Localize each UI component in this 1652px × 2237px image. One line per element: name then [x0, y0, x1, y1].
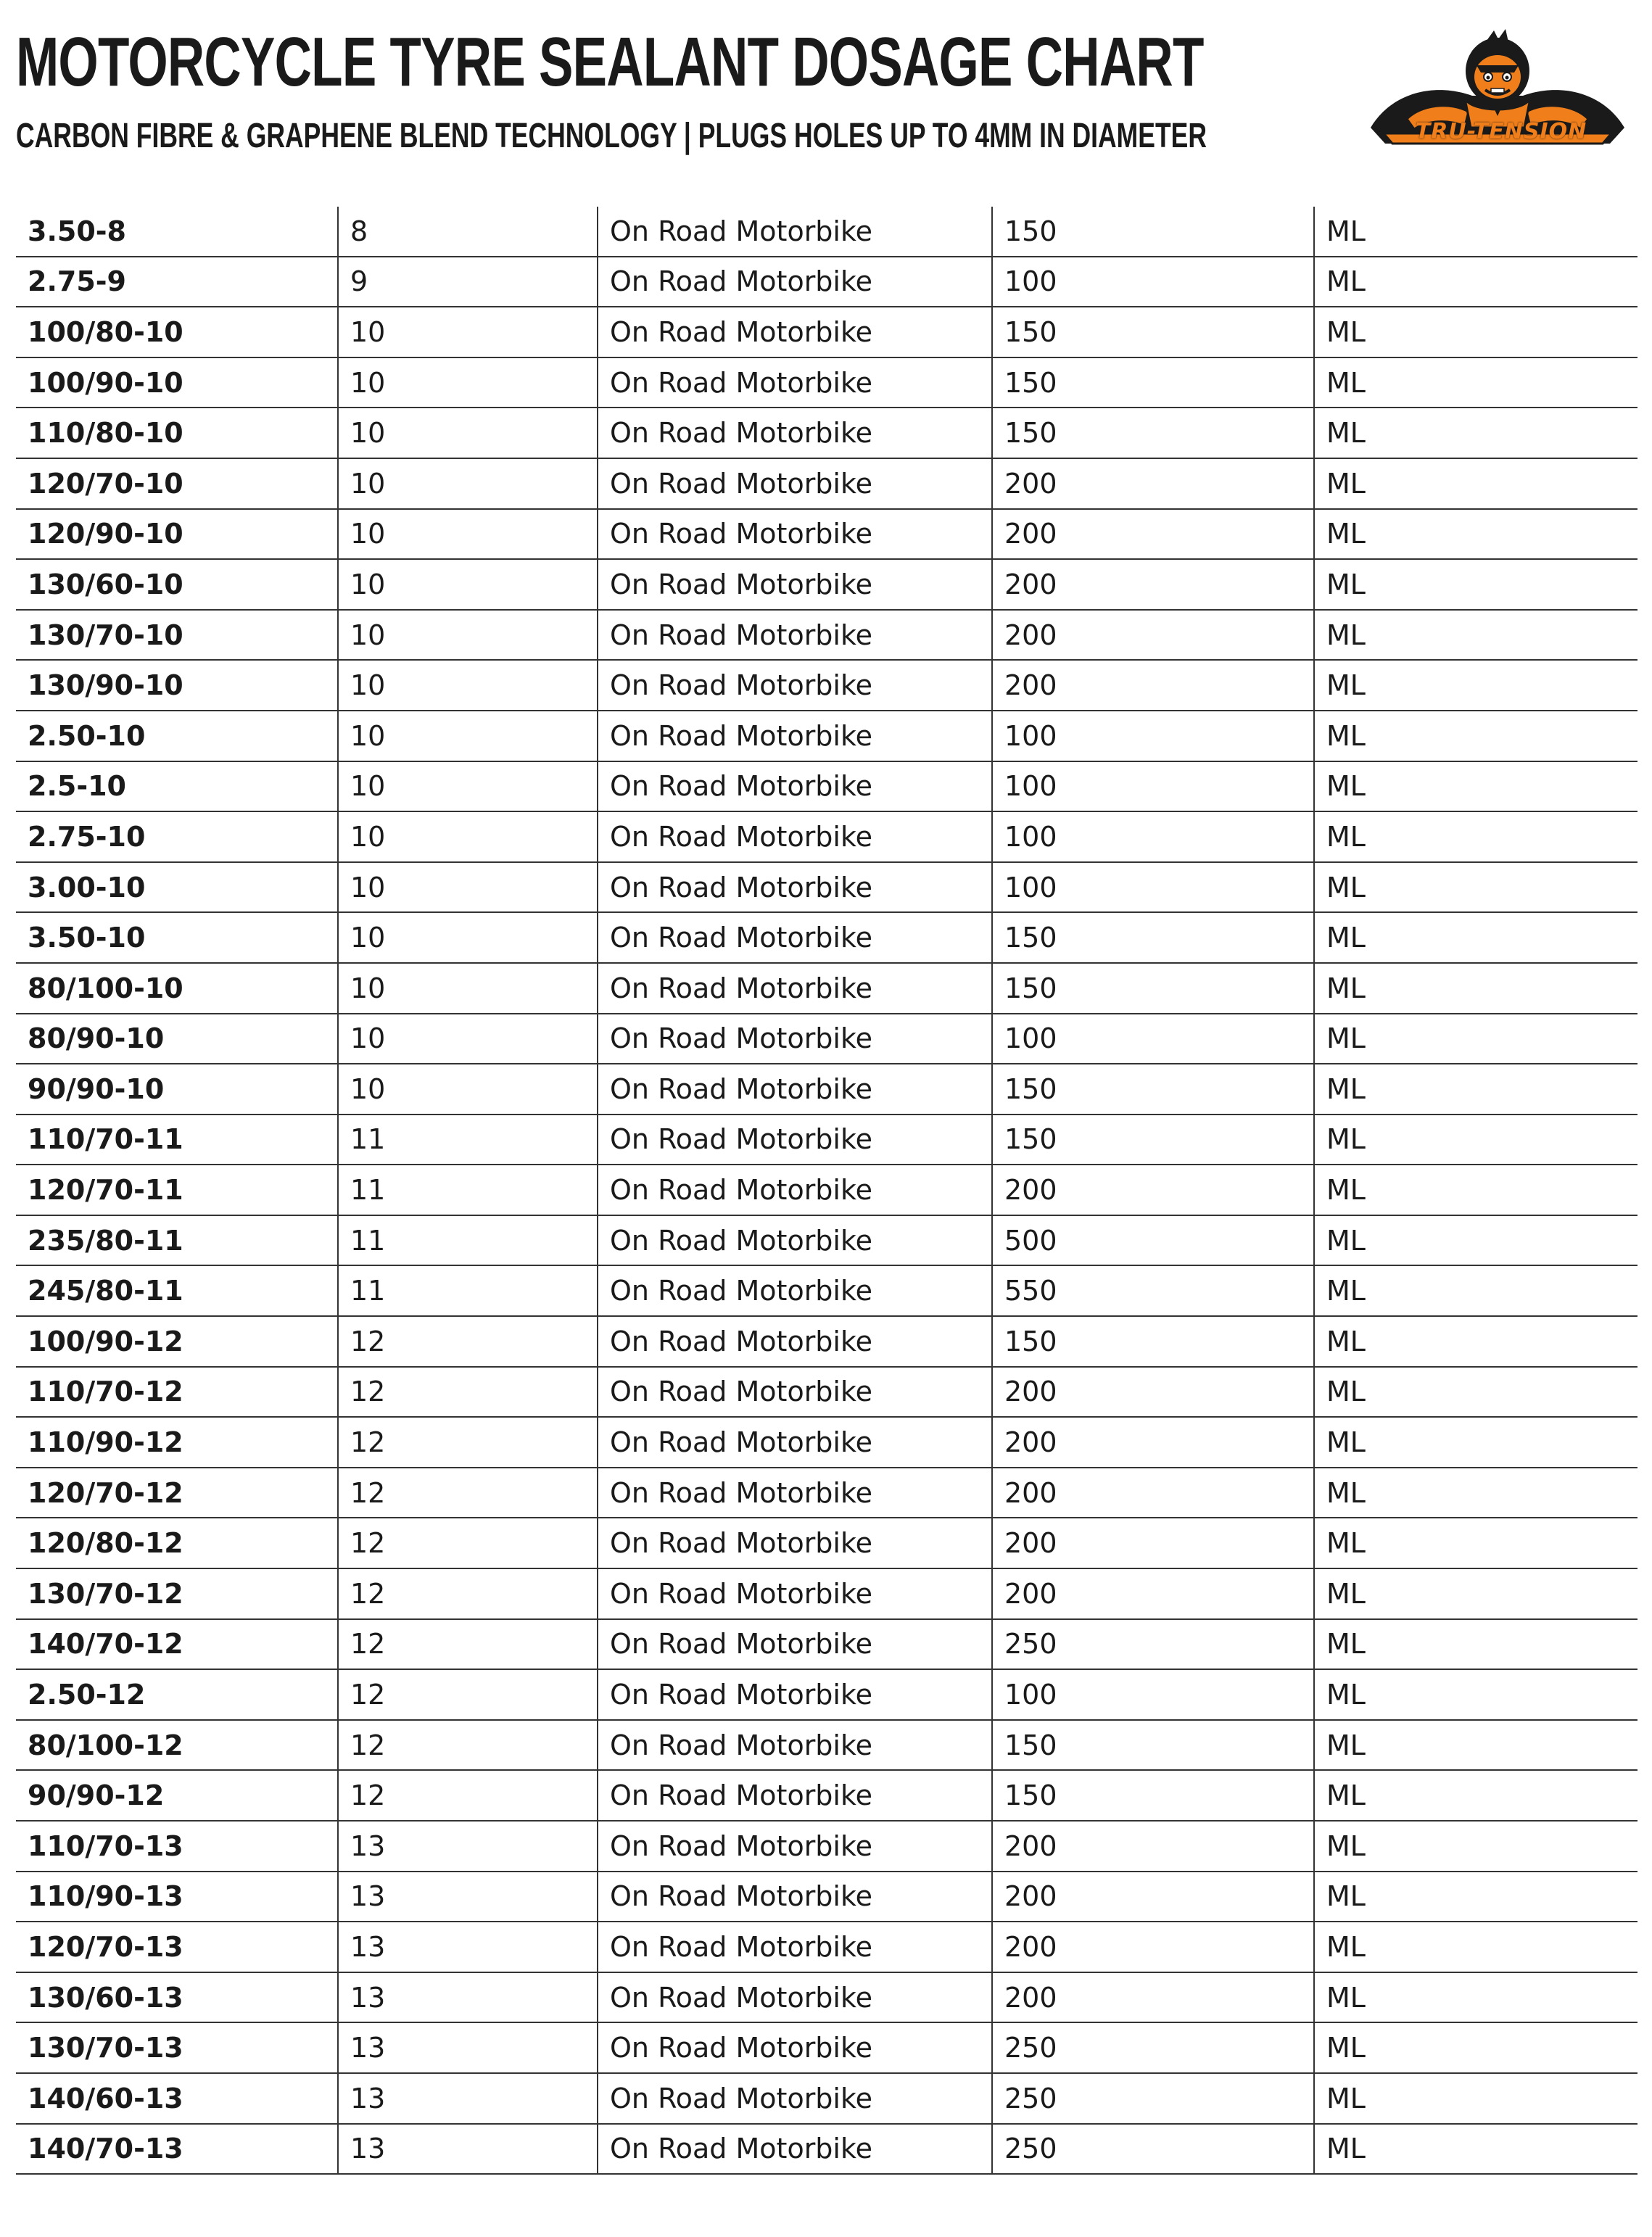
tyre-size-cell: 120/70-11: [16, 1165, 338, 1215]
table-row: [16, 1468, 1637, 1518]
unit-cell: ML: [1314, 2124, 1637, 2175]
tyre-size-cell: 2.75-9: [16, 257, 338, 307]
unit-cell: ML: [1314, 559, 1637, 610]
vehicle-type-cell: On Road Motorbike: [598, 1165, 992, 1215]
table-row: [16, 610, 1637, 661]
dosage-amount-cell: 150: [992, 357, 1314, 408]
table-row: [16, 811, 1637, 862]
vehicle-type-cell: On Road Motorbike: [598, 1115, 992, 1165]
rim-size-cell: 11: [338, 1165, 598, 1215]
rim-size-cell: 11: [338, 1215, 598, 1266]
vehicle-type-cell: On Road Motorbike: [598, 509, 992, 560]
dosage-amount-cell: 250: [992, 2073, 1314, 2124]
dosage-amount-cell: 200: [992, 509, 1314, 560]
table-row: [16, 1972, 1637, 2023]
dosage-amount-cell: 150: [992, 1115, 1314, 1165]
vehicle-type-cell: On Road Motorbike: [598, 963, 992, 1014]
unit-cell: ML: [1314, 1518, 1637, 1568]
dosage-amount-cell: 200: [992, 458, 1314, 509]
table-row: [16, 1770, 1637, 1821]
vehicle-type-cell: On Road Motorbike: [598, 1669, 992, 1720]
tyre-size-cell: 130/70-12: [16, 1568, 338, 1619]
rim-size-cell: 10: [338, 408, 598, 458]
rim-size-cell: 12: [338, 1468, 598, 1518]
dosage-amount-cell: 100: [992, 257, 1314, 307]
vehicle-type-cell: On Road Motorbike: [598, 1417, 992, 1468]
unit-cell: ML: [1314, 1316, 1637, 1367]
dosage-amount-cell: 150: [992, 1064, 1314, 1115]
tyre-size-cell: 100/80-10: [16, 307, 338, 357]
dosage-amount-cell: 200: [992, 1367, 1314, 1418]
table-row: [16, 357, 1637, 408]
table-row: [16, 2073, 1637, 2124]
vehicle-type-cell: On Road Motorbike: [598, 1972, 992, 2023]
table-row: [16, 1165, 1637, 1215]
dosage-amount-cell: 100: [992, 761, 1314, 812]
unit-cell: ML: [1314, 862, 1637, 913]
table-row: [16, 660, 1637, 711]
tyre-size-cell: 140/60-13: [16, 2073, 338, 2124]
vehicle-type-cell: On Road Motorbike: [598, 1821, 992, 1872]
unit-cell: ML: [1314, 761, 1637, 812]
rim-size-cell: 10: [338, 761, 598, 812]
rim-size-cell: 11: [338, 1265, 598, 1316]
table-row: [16, 862, 1637, 913]
dosage-amount-cell: 200: [992, 1165, 1314, 1215]
dosage-amount-cell: 200: [992, 1972, 1314, 2023]
vehicle-type-cell: On Road Motorbike: [598, 610, 992, 661]
tyre-size-cell: 80/100-10: [16, 963, 338, 1014]
rim-size-cell: 10: [338, 1014, 598, 1064]
vehicle-type-cell: On Road Motorbike: [598, 912, 992, 963]
vehicle-type-cell: On Road Motorbike: [598, 1619, 992, 1670]
tyre-size-cell: 110/70-13: [16, 1821, 338, 1872]
vehicle-type-cell: On Road Motorbike: [598, 1215, 992, 1266]
brand-logo: [1363, 26, 1632, 149]
rim-size-cell: 12: [338, 1417, 598, 1468]
vehicle-type-cell: On Road Motorbike: [598, 307, 992, 357]
rim-size-cell: 10: [338, 963, 598, 1014]
vehicle-type-cell: On Road Motorbike: [598, 257, 992, 307]
tyre-size-cell: 130/60-13: [16, 1972, 338, 2023]
tyre-size-cell: 90/90-10: [16, 1064, 338, 1115]
unit-cell: ML: [1314, 1014, 1637, 1064]
dosage-amount-cell: 100: [992, 811, 1314, 862]
tyre-size-cell: 2.50-12: [16, 1669, 338, 1720]
page-title: MOTORCYCLE TYRE SEALANT DOSAGE CHART: [16, 23, 1204, 101]
unit-cell: ML: [1314, 257, 1637, 307]
dosage-amount-cell: 200: [992, 1922, 1314, 1972]
table-row: [16, 458, 1637, 509]
tyre-size-cell: 3.50-8: [16, 207, 338, 257]
table-row: [16, 1265, 1637, 1316]
table-row: [16, 1821, 1637, 1872]
unit-cell: ML: [1314, 1468, 1637, 1518]
unit-cell: ML: [1314, 963, 1637, 1014]
vehicle-type-cell: On Road Motorbike: [598, 207, 992, 257]
table-row: [16, 1720, 1637, 1771]
page-header: [16, 22, 1321, 157]
table-row: [16, 257, 1637, 307]
table-row: [16, 509, 1637, 560]
tyre-size-cell: 2.75-10: [16, 811, 338, 862]
table-row: [16, 1014, 1637, 1064]
vehicle-type-cell: On Road Motorbike: [598, 1770, 992, 1821]
dosage-amount-cell: 100: [992, 862, 1314, 913]
vehicle-type-cell: On Road Motorbike: [598, 1316, 992, 1367]
vehicle-type-cell: On Road Motorbike: [598, 2022, 992, 2073]
unit-cell: ML: [1314, 1872, 1637, 1922]
dosage-amount-cell: 200: [992, 1568, 1314, 1619]
rim-size-cell: 9: [338, 257, 598, 307]
page-subtitle: CARBON FIBRE & GRAPHENE BLEND TECHNOLOGY | PLUGS HOLES UP TO 4MM IN DIAMETER: [16, 117, 1207, 155]
vehicle-type-cell: On Road Motorbike: [598, 761, 992, 812]
tyre-size-cell: 110/70-12: [16, 1367, 338, 1418]
table-row: [16, 963, 1637, 1014]
dosage-amount-cell: 200: [992, 1468, 1314, 1518]
dosage-amount-cell: 200: [992, 1417, 1314, 1468]
vehicle-type-cell: On Road Motorbike: [598, 357, 992, 408]
dosage-amount-cell: 150: [992, 963, 1314, 1014]
table-row: [16, 2022, 1637, 2073]
rim-size-cell: 10: [338, 357, 598, 408]
table-row: [16, 912, 1637, 963]
unit-cell: ML: [1314, 2073, 1637, 2124]
tyre-size-cell: 100/90-10: [16, 357, 338, 408]
rim-size-cell: 10: [338, 1064, 598, 1115]
table-row: [16, 1417, 1637, 1468]
tyre-size-cell: 110/80-10: [16, 408, 338, 458]
vehicle-type-cell: On Road Motorbike: [598, 559, 992, 610]
tyre-size-cell: 140/70-12: [16, 1619, 338, 1670]
table-row: [16, 1619, 1637, 1670]
tyre-size-cell: 2.5-10: [16, 761, 338, 812]
dosage-amount-cell: 200: [992, 559, 1314, 610]
rim-size-cell: 12: [338, 1720, 598, 1771]
tyre-size-cell: 130/60-10: [16, 559, 338, 610]
unit-cell: ML: [1314, 1265, 1637, 1316]
dosage-amount-cell: 150: [992, 1720, 1314, 1771]
rim-size-cell: 13: [338, 2073, 598, 2124]
dosage-amount-cell: 200: [992, 1821, 1314, 1872]
unit-cell: ML: [1314, 1165, 1637, 1215]
tyre-size-cell: 110/90-13: [16, 1872, 338, 1922]
tyre-size-cell: 90/90-12: [16, 1770, 338, 1821]
table-row: [16, 559, 1637, 610]
vehicle-type-cell: On Road Motorbike: [598, 2124, 992, 2175]
unit-cell: ML: [1314, 408, 1637, 458]
rim-size-cell: 13: [338, 2124, 598, 2175]
tyre-size-cell: 130/70-10: [16, 610, 338, 661]
rim-size-cell: 12: [338, 1619, 598, 1670]
vehicle-type-cell: On Road Motorbike: [598, 408, 992, 458]
table-row: [16, 1316, 1637, 1367]
dosage-amount-cell: 250: [992, 2022, 1314, 2073]
rim-size-cell: 10: [338, 912, 598, 963]
unit-cell: ML: [1314, 458, 1637, 509]
rim-size-cell: 13: [338, 1922, 598, 1972]
tyre-size-cell: 120/70-12: [16, 1468, 338, 1518]
rim-size-cell: 12: [338, 1518, 598, 1568]
tyre-size-cell: 110/70-11: [16, 1115, 338, 1165]
table-row: [16, 1367, 1637, 1418]
table-row: [16, 1215, 1637, 1266]
vehicle-type-cell: On Road Motorbike: [598, 1568, 992, 1619]
table-row: [16, 1064, 1637, 1115]
vehicle-type-cell: On Road Motorbike: [598, 1064, 992, 1115]
dosage-amount-cell: 550: [992, 1265, 1314, 1316]
tyre-size-cell: 2.50-10: [16, 711, 338, 761]
rim-size-cell: 10: [338, 660, 598, 711]
dosage-amount-cell: 150: [992, 408, 1314, 458]
rim-size-cell: 12: [338, 1770, 598, 1821]
rim-size-cell: 10: [338, 307, 598, 357]
unit-cell: ML: [1314, 711, 1637, 761]
tyre-size-cell: 130/70-13: [16, 2022, 338, 2073]
dosage-amount-cell: 250: [992, 2124, 1314, 2175]
vehicle-type-cell: On Road Motorbike: [598, 1872, 992, 1922]
unit-cell: ML: [1314, 660, 1637, 711]
rim-size-cell: 10: [338, 610, 598, 661]
vehicle-type-cell: On Road Motorbike: [598, 1720, 992, 1771]
table-row: [16, 1669, 1637, 1720]
tyre-size-cell: 235/80-11: [16, 1215, 338, 1266]
vehicle-type-cell: On Road Motorbike: [598, 1518, 992, 1568]
unit-cell: ML: [1314, 1619, 1637, 1670]
dosage-amount-cell: 200: [992, 610, 1314, 661]
unit-cell: ML: [1314, 1215, 1637, 1266]
rim-size-cell: 10: [338, 559, 598, 610]
rim-size-cell: 13: [338, 2022, 598, 2073]
table-row: [16, 207, 1637, 257]
dosage-amount-cell: 100: [992, 711, 1314, 761]
table-row: [16, 1872, 1637, 1922]
brand-logo-text: TRU-TENSION: [1415, 119, 1587, 144]
unit-cell: ML: [1314, 1417, 1637, 1468]
tyre-size-cell: 120/70-10: [16, 458, 338, 509]
tyre-size-cell: 140/70-13: [16, 2124, 338, 2175]
vehicle-type-cell: On Road Motorbike: [598, 811, 992, 862]
unit-cell: ML: [1314, 811, 1637, 862]
unit-cell: ML: [1314, 610, 1637, 661]
unit-cell: ML: [1314, 357, 1637, 408]
rim-size-cell: 11: [338, 1115, 598, 1165]
tyre-size-cell: 245/80-11: [16, 1265, 338, 1316]
dosage-table: [16, 207, 1637, 2175]
tyre-size-cell: 120/70-13: [16, 1922, 338, 1972]
dosage-amount-cell: 150: [992, 1770, 1314, 1821]
dosage-amount-cell: 200: [992, 1518, 1314, 1568]
vehicle-type-cell: On Road Motorbike: [598, 1468, 992, 1518]
vehicle-type-cell: On Road Motorbike: [598, 660, 992, 711]
unit-cell: ML: [1314, 1770, 1637, 1821]
dosage-amount-cell: 150: [992, 207, 1314, 257]
rim-size-cell: 12: [338, 1669, 598, 1720]
tyre-size-cell: 100/90-12: [16, 1316, 338, 1367]
table-row: [16, 1518, 1637, 1568]
dosage-amount-cell: 500: [992, 1215, 1314, 1266]
dosage-amount-cell: 250: [992, 1619, 1314, 1670]
unit-cell: ML: [1314, 207, 1637, 257]
tyre-size-cell: 110/90-12: [16, 1417, 338, 1468]
rim-size-cell: 10: [338, 711, 598, 761]
rim-size-cell: 10: [338, 811, 598, 862]
vehicle-type-cell: On Road Motorbike: [598, 1367, 992, 1418]
tyre-size-cell: 3.50-10: [16, 912, 338, 963]
unit-cell: ML: [1314, 1064, 1637, 1115]
tyre-size-cell: 80/90-10: [16, 1014, 338, 1064]
unit-cell: ML: [1314, 912, 1637, 963]
table-row: [16, 711, 1637, 761]
dosage-amount-cell: 200: [992, 1872, 1314, 1922]
unit-cell: ML: [1314, 1972, 1637, 2023]
unit-cell: ML: [1314, 1821, 1637, 1872]
table-row: [16, 1115, 1637, 1165]
unit-cell: ML: [1314, 1720, 1637, 1771]
unit-cell: ML: [1314, 1669, 1637, 1720]
vehicle-type-cell: On Road Motorbike: [598, 458, 992, 509]
unit-cell: ML: [1314, 1367, 1637, 1418]
unit-cell: ML: [1314, 1568, 1637, 1619]
vehicle-type-cell: On Road Motorbike: [598, 1265, 992, 1316]
rim-size-cell: 10: [338, 458, 598, 509]
dosage-amount-cell: 200: [992, 660, 1314, 711]
unit-cell: ML: [1314, 307, 1637, 357]
vehicle-type-cell: On Road Motorbike: [598, 862, 992, 913]
vehicle-type-cell: On Road Motorbike: [598, 1014, 992, 1064]
tyre-size-cell: 80/100-12: [16, 1720, 338, 1771]
rim-size-cell: 13: [338, 1872, 598, 1922]
dosage-amount-cell: 150: [992, 912, 1314, 963]
dosage-amount-cell: 100: [992, 1669, 1314, 1720]
vehicle-type-cell: On Road Motorbike: [598, 711, 992, 761]
dosage-amount-cell: 150: [992, 307, 1314, 357]
tyre-size-cell: 130/90-10: [16, 660, 338, 711]
rim-size-cell: 10: [338, 862, 598, 913]
vehicle-type-cell: On Road Motorbike: [598, 2073, 992, 2124]
tyre-size-cell: 120/80-12: [16, 1518, 338, 1568]
unit-cell: ML: [1314, 1922, 1637, 1972]
table-row: [16, 1568, 1637, 1619]
table-row: [16, 408, 1637, 458]
unit-cell: ML: [1314, 1115, 1637, 1165]
dosage-table-body: [16, 207, 1637, 2174]
dosage-amount-cell: 100: [992, 1014, 1314, 1064]
tyre-size-cell: 3.00-10: [16, 862, 338, 913]
rim-size-cell: 13: [338, 1972, 598, 2023]
vehicle-type-cell: On Road Motorbike: [598, 1922, 992, 1972]
dosage-amount-cell: 150: [992, 1316, 1314, 1367]
rim-size-cell: 12: [338, 1316, 598, 1367]
unit-cell: ML: [1314, 509, 1637, 560]
unit-cell: ML: [1314, 2022, 1637, 2073]
table-row: [16, 2124, 1637, 2175]
table-row: [16, 307, 1637, 357]
rim-size-cell: 12: [338, 1568, 598, 1619]
table-row: [16, 1922, 1637, 1972]
table-row: [16, 761, 1637, 812]
rim-size-cell: 12: [338, 1367, 598, 1418]
tyre-size-cell: 120/90-10: [16, 509, 338, 560]
rim-size-cell: 8: [338, 207, 598, 257]
rim-size-cell: 13: [338, 1821, 598, 1872]
rim-size-cell: 10: [338, 509, 598, 560]
